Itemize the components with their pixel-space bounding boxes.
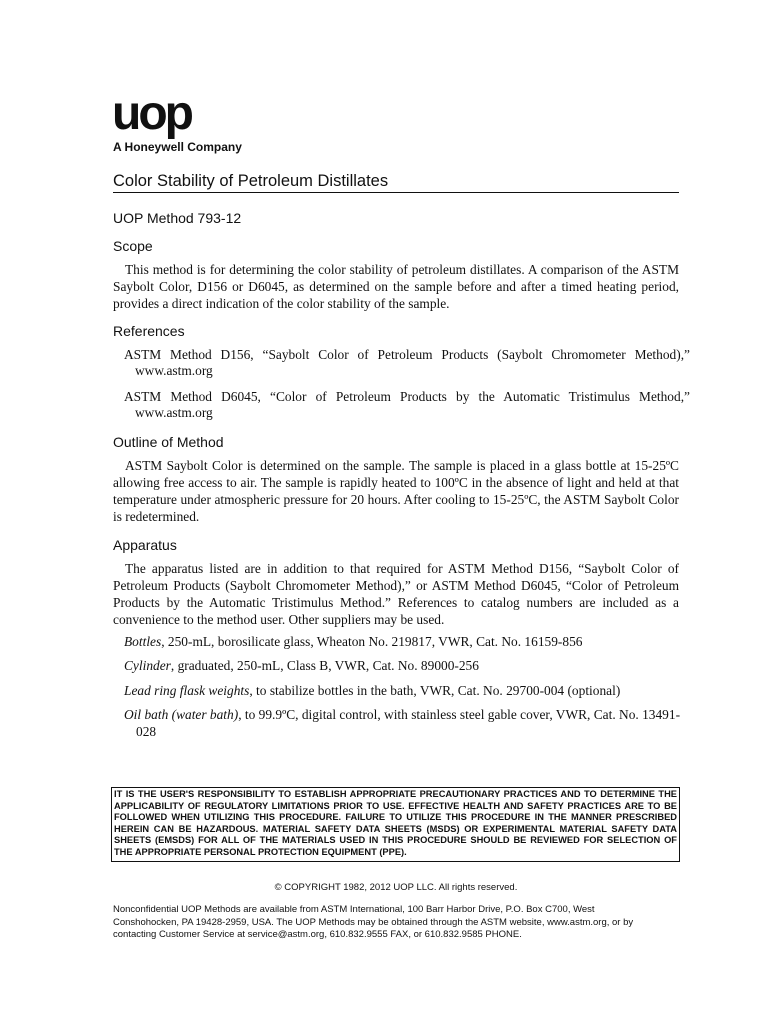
- footer-line: Conshohocken, PA 19428-2959, USA. The UOP Methods may be obtained through the ASTM website, www.astm.org, or by: [113, 916, 634, 928]
- reference-item: ASTM Method D6045, “Color of Petroleum Products by the Automatic Tristimulus Method,” www.astm.org: [124, 389, 690, 420]
- outline-paragraph: ASTM Saybolt Color is determined on the sample. The sample is placed in a glass bottle at 15-25ºC allowing free access to air. The sample is rapidly heated to 100ºC in the absence of light and held at that temperature under atmospheric pressure for 20 hours. After cooling to 15-25ºC, the ASTM Saybolt Color is redetermined.: [113, 458, 679, 524]
- references-heading: References: [113, 323, 185, 339]
- apparatus-item-detail: , 250-mL, borosilicate glass, Wheaton No. 219817, VWR, Cat. No. 16159-856: [161, 634, 583, 649]
- apparatus-item-name: Oil bath (water bath): [124, 707, 239, 722]
- outline-heading: Outline of Method: [113, 434, 224, 450]
- apparatus-item-detail: , to stabilize bottles in the bath, VWR, Cat. No. 29700-004 (optional): [249, 683, 621, 698]
- apparatus-paragraph: The apparatus listed are in addition to that required for ASTM Method D156, “Saybolt Color of Petroleum Products (Saybolt Chromometer Method),” or ASTM Method D6045, “Color of Petroleum Products by the Automatic Tristimulus Method.” References to catalog numbers are included as a convenience to the method user. Other suppliers may be used.: [113, 561, 679, 627]
- scope-heading: Scope: [113, 238, 153, 254]
- footer-line: contacting Customer Service at service@astm.org, 610.832.9555 FAX, or 610.832.9585 PHONE.: [113, 929, 522, 940]
- apparatus-item-detail: , to 99.9ºC, digital control, with stainless steel gable cover, VWR, Cat. No. 13491-028: [136, 707, 681, 739]
- apparatus-item-oil-bath: [124, 706, 691, 740]
- availability-footer: [113, 904, 679, 942]
- method-number: UOP Method 793-12: [113, 210, 242, 226]
- reference-item: ASTM Method D156, “Saybolt Color of Petroleum Products (Saybolt Chromometer Method),” www.astm.org: [124, 347, 690, 378]
- apparatus-item-name: Bottles: [124, 634, 162, 649]
- apparatus-item-flask-weights: [124, 682, 691, 699]
- footer-line: Nonconfidential UOP Methods are available from ASTM International, 100 Barr Harbor Drive, P.O. Box C700, West: [113, 904, 595, 915]
- company-tagline: A Honeywell Company: [113, 140, 242, 154]
- apparatus-item-name: Lead ring flask weights: [124, 683, 250, 698]
- apparatus-item-cylinder: [124, 657, 691, 674]
- apparatus-item-name: Cylinder: [124, 658, 171, 673]
- safety-warning-box: IT IS THE USER'S RESPONSIBILITY TO ESTABLISH APPROPRIATE PRECAUTIONARY PRACTICES AND TO DETERMINE THE APPLICABILITY OF REGULATORY LIMITATIONS PRIOR TO USE. EFFECTIVE HEALTH AND SAFETY PRACTICES ARE TO BE FOLLOWED WHEN UTILIZING THIS PROCEDURE. FAILURE TO UTILIZE THIS PROCEDURE IN THE MANNER PRESCRIBED HEREIN CAN BE HAZARDOUS. MATERIAL SAFETY DATA SHEETS (MSDS) OR EXPERIMENTAL MATERIAL SAFETY DATA SHEETS (EMSDS) FOR ALL OF THE MATERIALS USED IN THIS PROCEDURE SHOULD BE REVIEWED FOR SELECTION OF THE APPROPRIATE PERSONAL PROTECTION EQUIPMENT (PPE).: [111, 787, 680, 862]
- copyright-notice: © COPYRIGHT 1982, 2012 UOP LLC. All rights reserved.: [274, 882, 518, 893]
- apparatus-item-detail: , graduated, 250-mL, Class B, VWR, Cat. No. 89000-256: [170, 658, 479, 673]
- apparatus-heading: Apparatus: [113, 537, 177, 553]
- apparatus-item-bottles: [124, 633, 691, 650]
- scope-paragraph: This method is for determining the color stability of petroleum distillates. A comparison of the ASTM Saybolt Color, D156 or D6045, as determined on the sample before and after a timed heating period, provides a direct indication of the color stability of the sample.: [113, 262, 679, 311]
- document-title: Color Stability of Petroleum Distillates: [113, 171, 679, 193]
- uop-logo: uop: [112, 87, 191, 140]
